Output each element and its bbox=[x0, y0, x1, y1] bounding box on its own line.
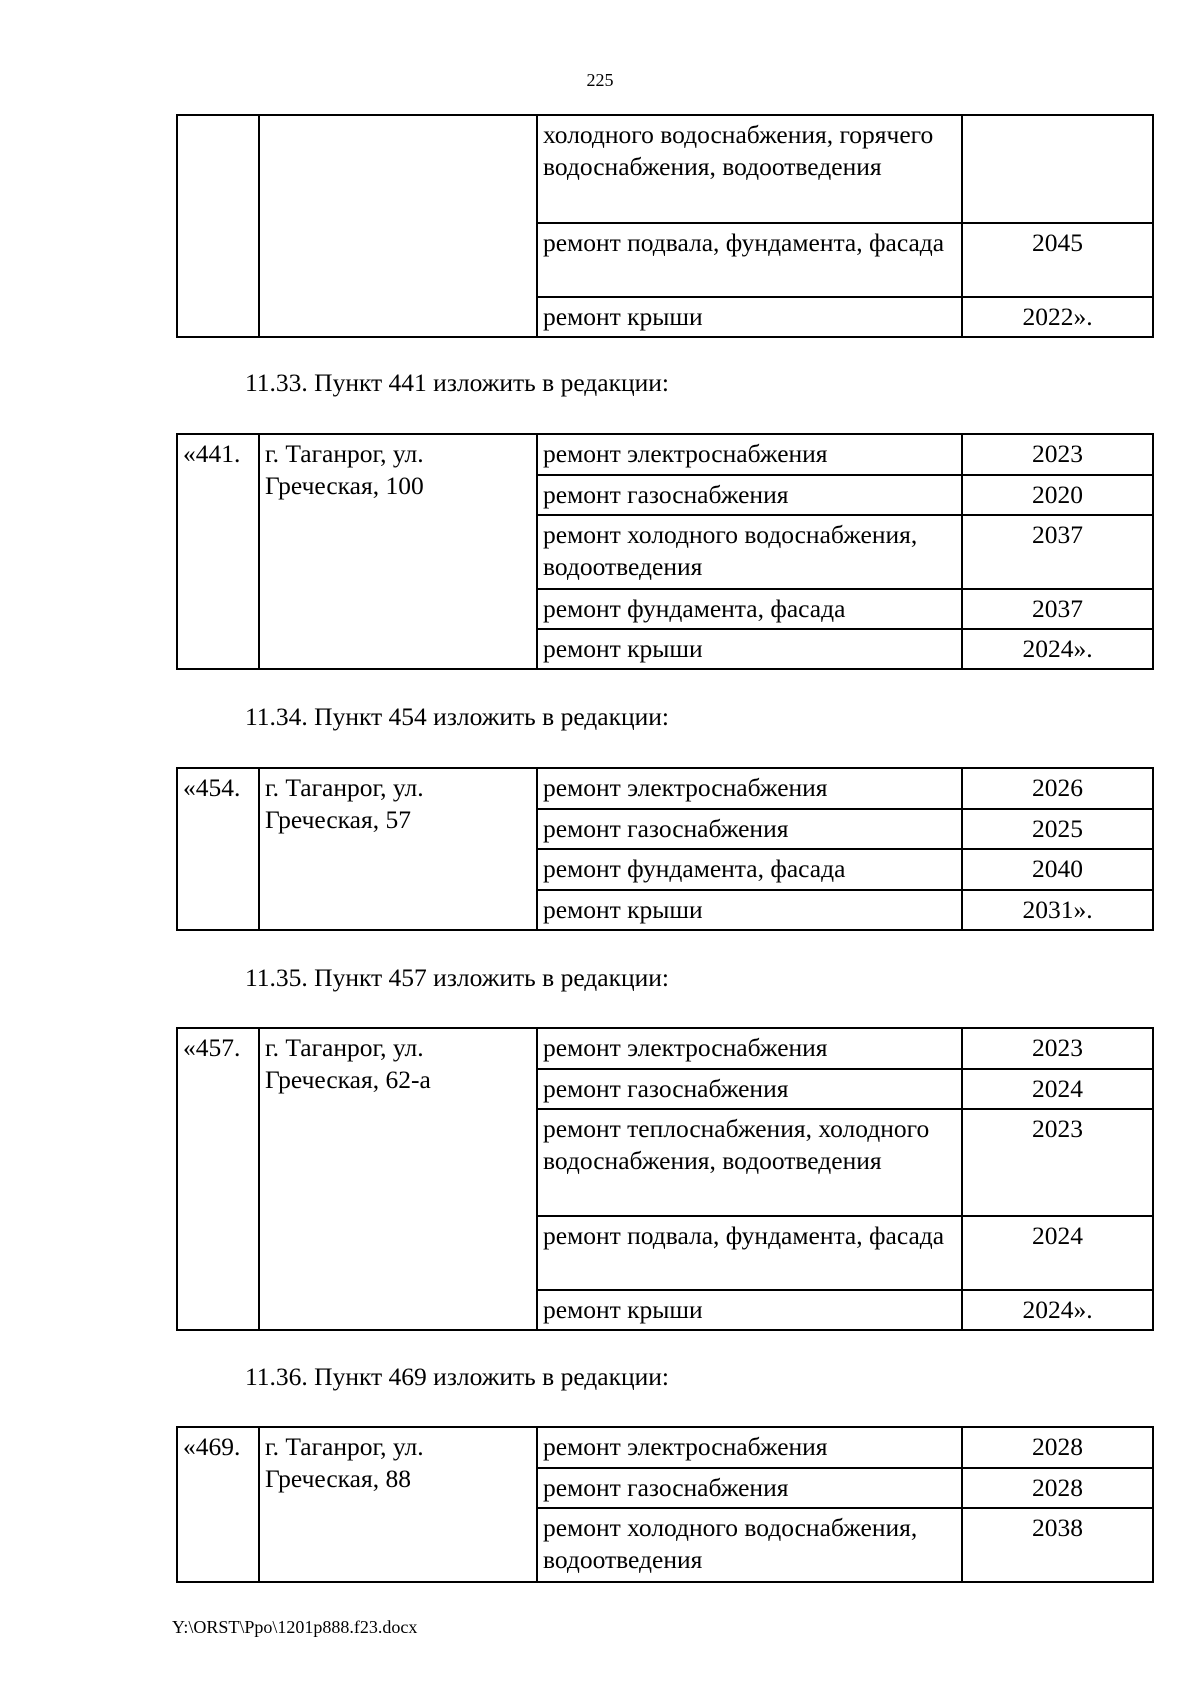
year-cell: 2023 bbox=[962, 1109, 1153, 1216]
section-heading: 11.35. Пункт 457 изложить в редакции: bbox=[245, 963, 670, 992]
year-cell: 2023 bbox=[962, 1028, 1153, 1069]
table-row bbox=[177, 1427, 1153, 1468]
work-cell: ремонт крыши bbox=[537, 629, 962, 669]
work-cell: ремонт фундамента, фасада bbox=[537, 589, 962, 629]
year-cell: 2026 bbox=[962, 768, 1153, 809]
work-cell: ремонт электроснабжения bbox=[537, 1028, 962, 1069]
section-table-block bbox=[176, 433, 1152, 670]
address-cell: г. Таганрог, ул. Греческая, 57 bbox=[259, 768, 537, 930]
work-cell: ремонт подвала, фундамента, фасада bbox=[537, 223, 962, 297]
section-heading: 11.34. Пункт 454 изложить в редакции: bbox=[245, 702, 670, 731]
number-cell bbox=[177, 115, 259, 337]
section-table-block bbox=[176, 1426, 1152, 1583]
year-cell: 2024». bbox=[962, 1290, 1153, 1330]
section-table bbox=[176, 1426, 1154, 1583]
work-cell: ремонт холодного водоснабжения, водоотведения bbox=[537, 515, 962, 589]
continuation-table-block bbox=[176, 114, 1152, 338]
work-cell: холодного водоснабжения, горячего водоснабжения, водоотведения bbox=[537, 115, 962, 223]
work-cell: ремонт крыши bbox=[537, 1290, 962, 1330]
item-number: «457. bbox=[177, 1028, 259, 1330]
work-cell: ремонт крыши bbox=[537, 890, 962, 930]
work-cell: ремонт газоснабжения bbox=[537, 809, 962, 849]
year-cell: 2031». bbox=[962, 890, 1153, 930]
table-row bbox=[177, 115, 1153, 223]
address-cell: г. Таганрог, ул. Греческая, 62-а bbox=[259, 1028, 537, 1330]
address-cell: г. Таганрог, ул. Греческая, 88 bbox=[259, 1427, 537, 1582]
file-path-footer: Y:\ORST\Ppo\1201p888.f23.docx bbox=[172, 1617, 418, 1637]
work-cell: ремонт подвала, фундамента, фасада bbox=[537, 1216, 962, 1290]
work-cell: ремонт электроснабжения bbox=[537, 768, 962, 809]
year-cell: 2024». bbox=[962, 629, 1153, 669]
item-number: «454. bbox=[177, 768, 259, 930]
year-cell: 2020 bbox=[962, 475, 1153, 515]
page-number: 225 bbox=[586, 70, 614, 90]
year-cell bbox=[962, 115, 1153, 223]
year-cell: 2037 bbox=[962, 589, 1153, 629]
year-cell: 2023 bbox=[962, 434, 1153, 475]
address-cell: г. Таганрог, ул. Греческая, 100 bbox=[259, 434, 537, 669]
work-cell: ремонт холодного водоснабжения, водоотведения bbox=[537, 1508, 962, 1582]
item-number: «469. bbox=[177, 1427, 259, 1582]
year-cell: 2028 bbox=[962, 1427, 1153, 1468]
continuation-table bbox=[176, 114, 1154, 338]
year-cell: 2045 bbox=[962, 223, 1153, 297]
section-table bbox=[176, 767, 1154, 931]
section-table bbox=[176, 1027, 1154, 1331]
work-cell: ремонт теплоснабжения, холодного водоснабжения, водоотведения bbox=[537, 1109, 962, 1216]
year-cell: 2040 bbox=[962, 849, 1153, 890]
year-cell: 2028 bbox=[962, 1468, 1153, 1508]
work-cell: ремонт крыши bbox=[537, 297, 962, 337]
year-cell: 2038 bbox=[962, 1508, 1153, 1582]
section-table-block bbox=[176, 1027, 1152, 1331]
table-row bbox=[177, 434, 1153, 475]
section-heading: 11.33. Пункт 441 изложить в редакции: bbox=[245, 368, 670, 397]
work-cell: ремонт электроснабжения bbox=[537, 1427, 962, 1468]
year-cell: 2024 bbox=[962, 1216, 1153, 1290]
work-cell: ремонт газоснабжения bbox=[537, 475, 962, 515]
year-cell: 2037 bbox=[962, 515, 1153, 589]
year-cell: 2022». bbox=[962, 297, 1153, 337]
table-row bbox=[177, 1028, 1153, 1069]
year-cell: 2025 bbox=[962, 809, 1153, 849]
work-cell: ремонт электроснабжения bbox=[537, 434, 962, 475]
work-cell: ремонт газоснабжения bbox=[537, 1069, 962, 1109]
item-number: «441. bbox=[177, 434, 259, 669]
year-cell: 2024 bbox=[962, 1069, 1153, 1109]
work-cell: ремонт газоснабжения bbox=[537, 1468, 962, 1508]
section-heading: 11.36. Пункт 469 изложить в редакции: bbox=[245, 1362, 670, 1391]
address-cell bbox=[259, 115, 537, 337]
table-row bbox=[177, 768, 1153, 809]
section-table-block bbox=[176, 767, 1152, 931]
section-table bbox=[176, 433, 1154, 670]
work-cell: ремонт фундамента, фасада bbox=[537, 849, 962, 890]
